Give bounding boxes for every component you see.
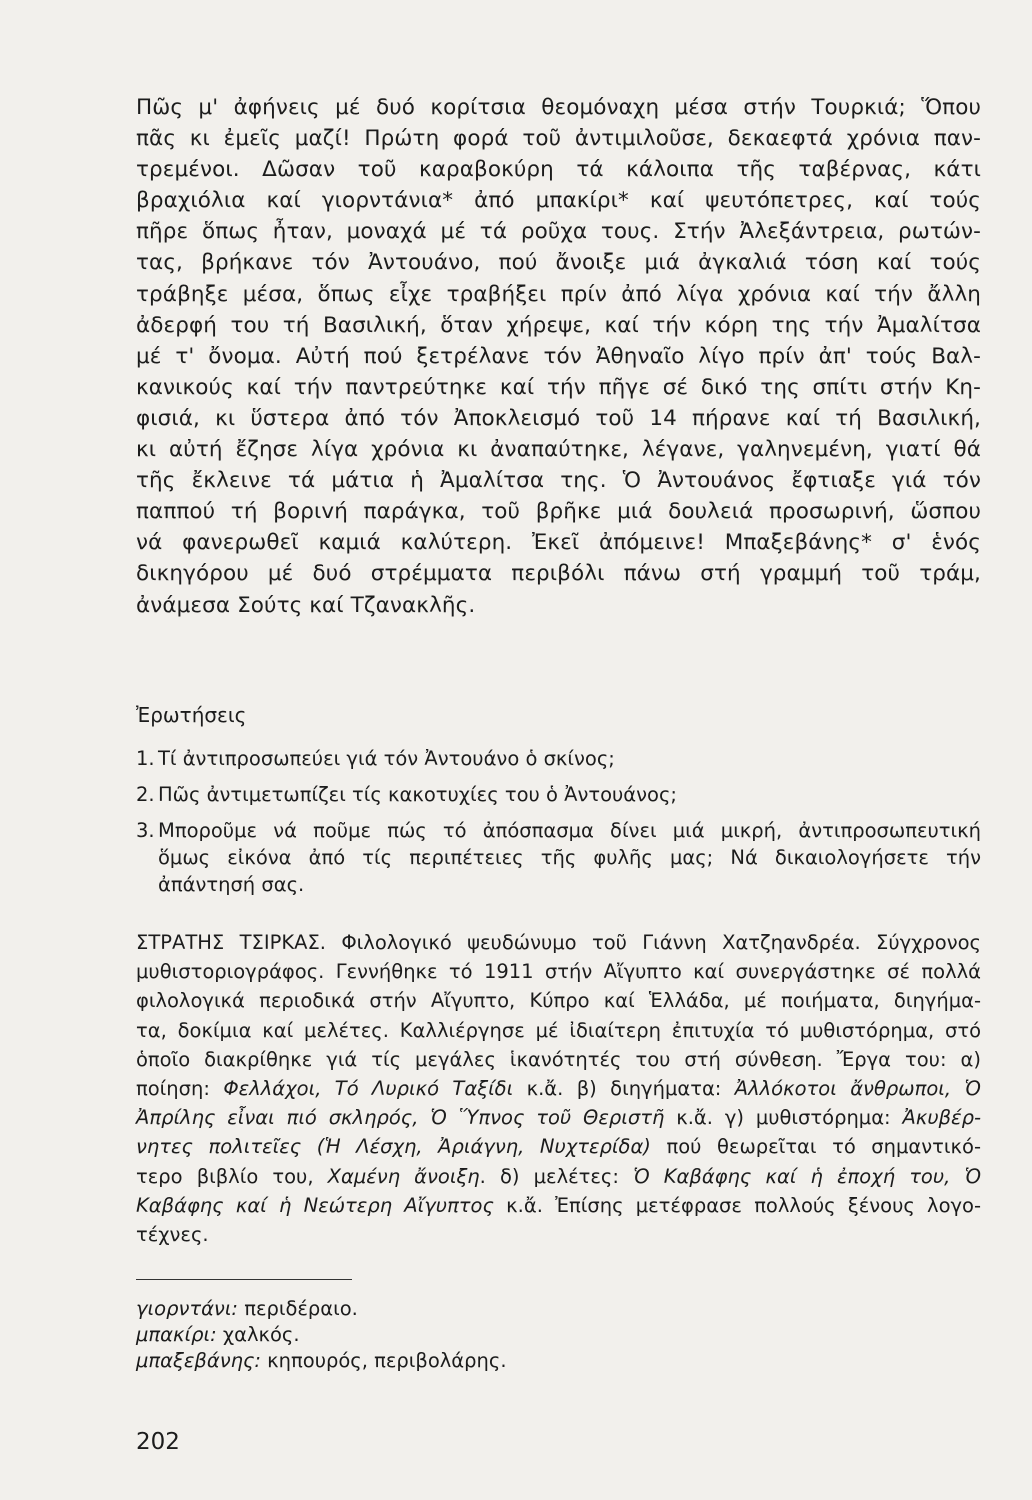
excerpt-line: βραχιόλια καί γιορντάνια* ἀπό μπακίρι* καί ψευτόπετρες, καί τούς	[136, 188, 981, 214]
excerpt-line: ἀνάμεσα Σούτς καί Τζανακλῆς.	[136, 592, 476, 618]
excerpt-line: τρεμένοι. Δῶσαν τοῦ καραβοκύρη τά κάλοιπα τῆς ταβέρνας, κάτι	[136, 157, 981, 183]
excerpt-line: πῆρε ὅπως ἦταν, μοναχά μέ τά ροῦχα τους. Στήν Ἀλεξάντρεια, ρωτών-	[136, 219, 981, 245]
glossary-definition: περιδέραιο.	[238, 1297, 358, 1320]
excerpt-line: τράβηξε μέσα, ὅπως εἶχε τραβήξει πρίν ἀπό λίγα χρόνια καί τήν ἄλλη	[136, 281, 981, 307]
question-number: 3.	[136, 819, 155, 842]
author-bio: ΣΤΡΑΤΗΣ ΤΣΙΡΚΑΣ. Φιλολογικό ψευδώνυμο τοῦ Γιάννη Χατζηανδρέα. Σύγχρονος μυθιστοριογράφος. Γεννήθηκε τό 1911 στήν Αἴγυπτο καί συνεργάστηκε σέ πολλά φιλολογικά περιοδικά στήν Αἴγυπτο, Κύπρο καί Ἑλλάδα, μέ ποιήματα, διηγήμα- τα, δοκίμια καί μελέτες. Καλλιέργησε μέ ἰδιαίτερη ἐπιτυχία τό μυθιστόρημα, στό ὁποῖο διακρίθηκε γιά τίς μεγάλες ἱκανότητές του στή σύνθεση. Ἔργα του: α) ποίηση: Φελλάχοι, Τό Λυρικό Ταξίδι κ.ἄ. β) διηγήματα: Ἀλλόκοτοι ἄνθρωποι, Ὁ Ἀπρίλης εἶναι πιό σκληρός, Ὁ Ὕπνος τοῦ Θεριστῆ κ.ἄ. γ) μυθιστόρημα: Ἀκυβέρ- νητες πολιτεῖες (Ἡ Λέσχη, Ἀριάγνη, Νυχτερίδα) πού θεωρεῖται τό σημαντικό- τερο βιβλίο του, Χαμένη ἄνοιξη. δ) μελέτες: Ὁ Καβάφης καί ἡ ἐποχή του, Ὁ Καβάφης καί ἡ Νεώτερη Αἴγυπτος κ.ἄ. Ἐπίσης μετέφρασε πολλούς ξένους λογο- τέχνες.	[136, 931, 982, 1247]
work-title: Φελλάχοι, Τό Λυρικό Ταξίδι	[223, 1077, 514, 1101]
excerpt-line: ἀδερφή του τή Βασιλική, ὅταν χήρεψε, καί τήν κόρη της τήν Ἀμαλίτσα	[136, 312, 981, 338]
glossary-definition: κηπουρός, περιβολάρης.	[260, 1349, 507, 1372]
excerpt-line: δικηγόρου μέ δυό στρέμματα περιβόλι πάνω στή γραμμή τοῦ τράμ,	[136, 561, 981, 587]
glossary-term: μπαξεβάνης:	[136, 1349, 261, 1372]
excerpt-line: Πῶς μ' ἀφήνεις μέ δυό κορίτσια θεομόναχη μέσα στήν Τουρκιά; Ὅπου	[136, 95, 981, 120]
work-title: Ἀπρίλης εἶναι πιό σκληρός, Ὁ Ὕπνος τοῦ Θεριστῆ	[136, 1106, 665, 1130]
glossary-term: μπακίρι:	[136, 1323, 217, 1346]
question-number: 1.	[136, 747, 155, 770]
glossary-definition: χαλκός.	[216, 1323, 300, 1346]
work-title: Ἀκυβέρ-	[902, 1106, 981, 1130]
glossary-term: γιορντάνι:	[136, 1297, 238, 1320]
work-title: Ἀλλόκοτοι ἄνθρωποι, Ὁ	[734, 1077, 981, 1101]
glossary-footnotes	[136, 1296, 507, 1374]
page-number: 202	[136, 1429, 180, 1455]
question-item	[136, 817, 981, 898]
questions-heading: Ἐρωτήσεις	[136, 703, 247, 727]
excerpt-line: φισιά, κι ὕστερα ἀπό τόν Ἀποκλεισμό τοῦ 14 πήρανε καί τή Βασιλική,	[136, 405, 981, 431]
excerpt-line: νά φανερωθεῖ καμιά καλύτερη. Ἐκεῖ ἀπόμεινε! Μπαξεβάνης* σ' ἑνός	[136, 530, 981, 556]
excerpt-line: παππού τή βοριvή παράγκα, τοῦ βρῆκε μιά δουλειά προσωρινή, ὥσπου	[136, 499, 981, 525]
work-title: νητες πολιτεῖες (Ἡ Λέσχη, Ἀριάγνη, Νυχτερίδα)	[136, 1135, 651, 1159]
question-number: 2.	[136, 783, 155, 806]
question-text: Πῶς ἀντιμετωπίζει τίς κακοτυχίες του ὁ Ἀντουάνος;	[158, 783, 677, 806]
excerpt-line: τῆς ἔκλεινε τά μάτια ἡ Ἀμαλίτσα της. Ὁ Ἀντουάνος ἔφτιαξε γιά τόν	[136, 468, 981, 494]
excerpt-line: μέ τ' ὄνομα. Αὐτή πού ξετρέλανε τόν Ἀθηναῖο λίγο πρίν ἀπ' τούς Βαλ-	[136, 343, 981, 369]
glossary-entry	[136, 1348, 507, 1374]
question-item	[136, 781, 981, 808]
excerpt-line: τας, βρήκανε τόν Ἀντουάνο, πού ἄνοιξε μιά ἀγκαλιά τόση καί τούς	[136, 250, 981, 276]
excerpt-line: κι αὐτή ἔζησε λίγα χρόνια κι ἀναπαύτηκε, λέγανε, γαληνεμένη, γιατί θά	[136, 437, 981, 463]
glossary-entry	[136, 1322, 507, 1348]
excerpt-line: κανικούς καί τήν παντρεύτηκε καί τήν πῆγε σέ δικό της σπίτι στήν Κη-	[136, 374, 981, 400]
question-item	[136, 745, 981, 772]
glossary-entry	[136, 1296, 507, 1322]
question-text: Μποροῦμε νά ποῦμε πώς τό ἀπόσπασμα δίνει μιά μικρή, ἀντιπροσωπευτική ὅμως εἰκόνα ἀπό τίς περιπέτειες τῆς φυλῆς μας; Νά δικαιολογήσετε τήν ἀπάντησή σας.	[158, 819, 981, 896]
footnote-divider	[136, 1279, 352, 1280]
work-title: Χαμένη ἄνοιξη	[327, 1164, 480, 1188]
work-title: Καβάφης καί ἡ Νεώτερη Αἴγυπτος	[136, 1193, 494, 1217]
story-excerpt	[136, 92, 981, 621]
excerpt-line: πᾶς κι ἐμεῖς μαζί! Πρώτη φορά τοῦ ἀντιμιλοῦσε, δεκαεφτά χρόνια παν-	[136, 126, 981, 152]
questions-list	[136, 745, 981, 907]
question-text: Τί ἀντιπροσωπεύει γιά τόν Ἀντουάνο ὁ σκίνος;	[158, 747, 615, 770]
work-title: Ὁ Καβάφης καί ἡ ἐποχή του, Ὁ	[633, 1164, 981, 1188]
